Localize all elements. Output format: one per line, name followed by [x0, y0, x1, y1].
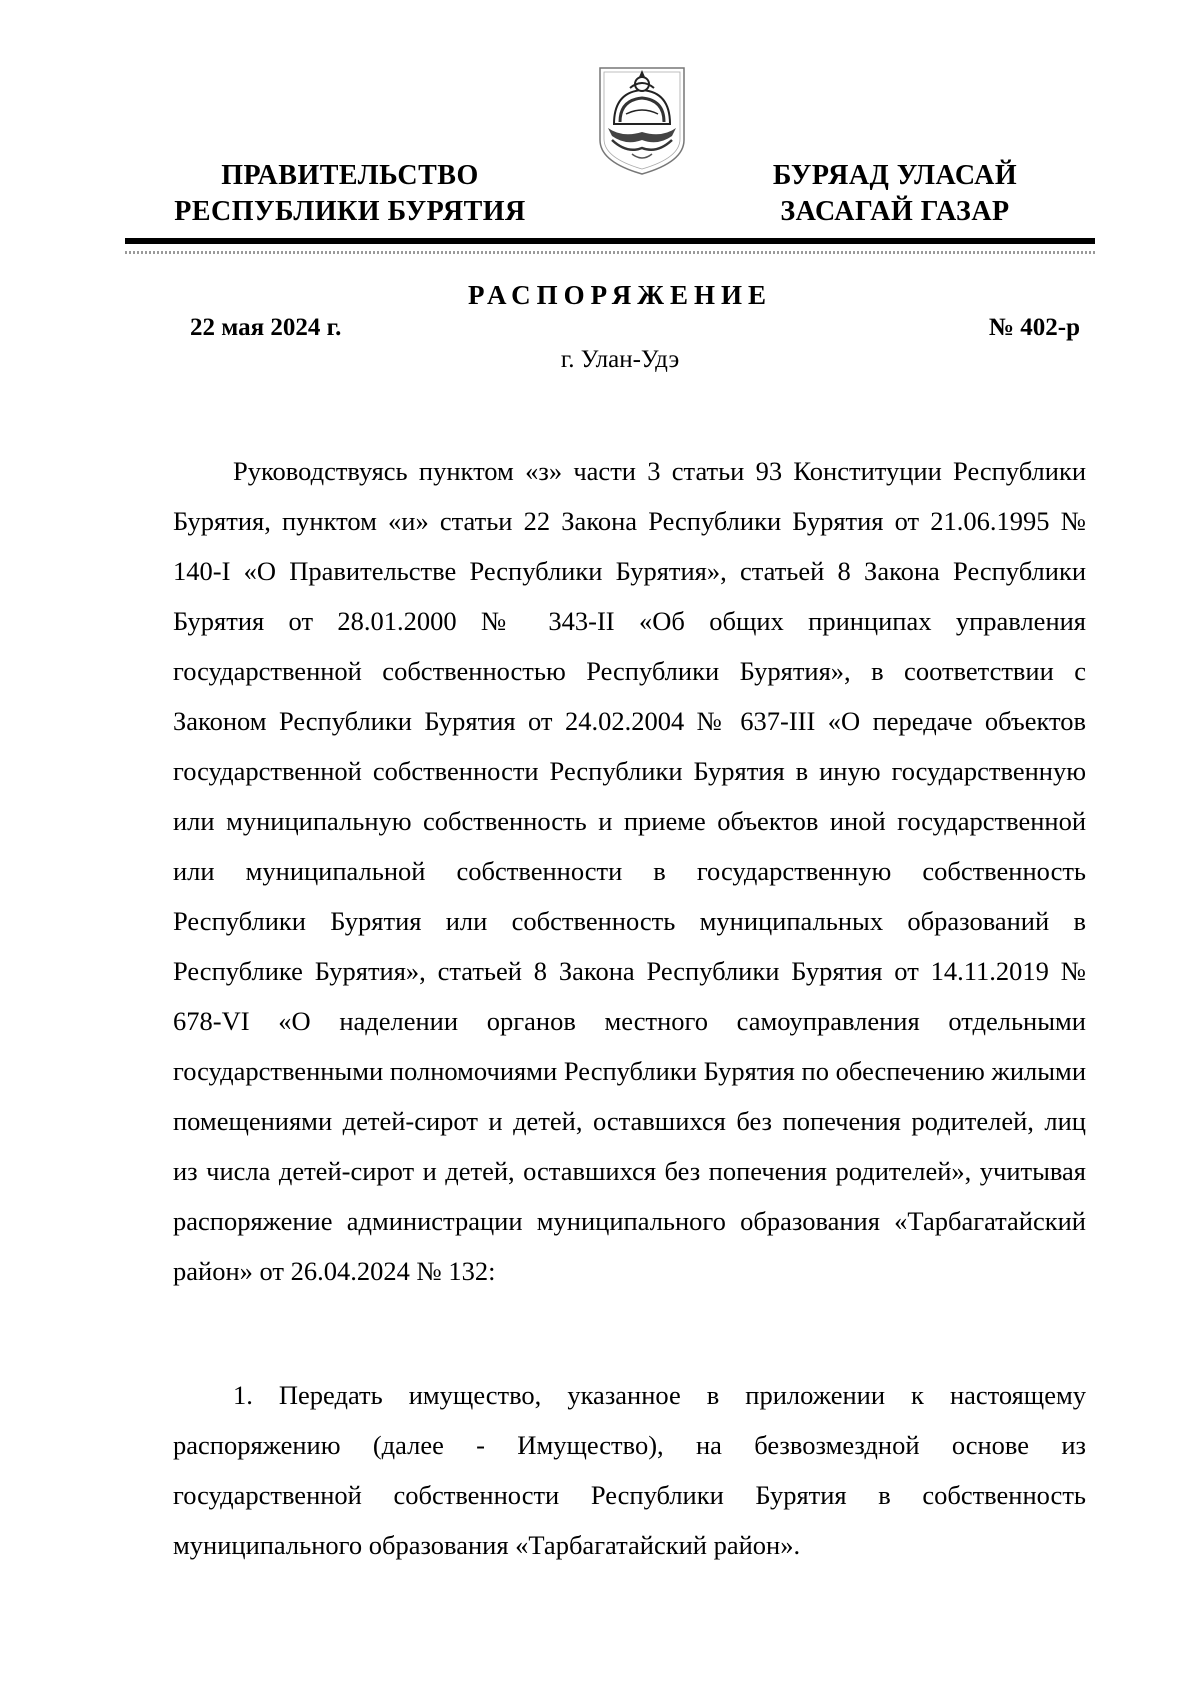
- document-number: № 402-р: [988, 314, 1080, 341]
- header-right-line1: БУРЯАД УЛАСАЙ: [772, 160, 1018, 191]
- body-paragraph-preamble: Руководствуясь пунктом «з» части 3 статьи 93 Конституции Республики Бурятия, пунктом «и» статьи 22 Закона Республики Бурятия от 21.06.1995 № 140-I «О Правительстве Республики Бурятия», статьей 8 Закона Республики Бурятия от 28.01.2000 № 343-II «Об общих принципах управления государственной собственностью Республики Бурятия», в соответствии с Законом Республики Бурятия от 24.02.2004 № 637-III «О передаче объектов государственной собственности Республики Бурятия в иную государственную или муниципальную собственность и приеме объектов иной государственной или муниципальной собственности в государственную собственность Республики Бурятия или собственность муниципальных образований в Республике Бурятия», статьей 8 Закона Республики Бурятия от 14.11.2019 № 678-VI «О наделении органов местного самоуправления отдельными государственными полномочиями Республики Бурятия по обеспечению жилыми помещениями детей-сирот и детей, оставшихся без попечения родителей, лиц из числа детей-сирот и детей, оставшихся без попечения родителей», учитывая распоряжение администрации муниципального образования «Тарбагатайский район» от 26.04.2024 № 132:: [173, 456, 1086, 1286]
- header-left-line1: ПРАВИТЕЛЬСТВО: [221, 160, 479, 191]
- header-divider-thick: [125, 238, 1095, 244]
- header-org-name-ru: [160, 158, 540, 230]
- document-date: 22 мая 2024 г.: [190, 314, 342, 341]
- header-divider-thin: [125, 251, 1095, 254]
- document-city: г. Улан-Удэ: [560, 346, 680, 373]
- coat-of-arms-icon: [592, 62, 692, 178]
- header-left-line2: РЕСПУБЛИКИ БУРЯТИЯ: [174, 196, 526, 227]
- body-paragraph-item-1: 1. Передать имущество, указанное в приложении к настоящему распоряжению (далее - Имущество), на безвозмездной основе из государственной собственности Республики Бурятия в собственность муниципального образования «Тарбагатайский район».: [173, 1380, 1086, 1560]
- document-title: РАСПОРЯЖЕНИЕ: [467, 280, 773, 310]
- header-org-name-bua: [745, 158, 1045, 230]
- header-right-line2: ЗАСАГАЙ ГАЗАР: [780, 196, 1010, 227]
